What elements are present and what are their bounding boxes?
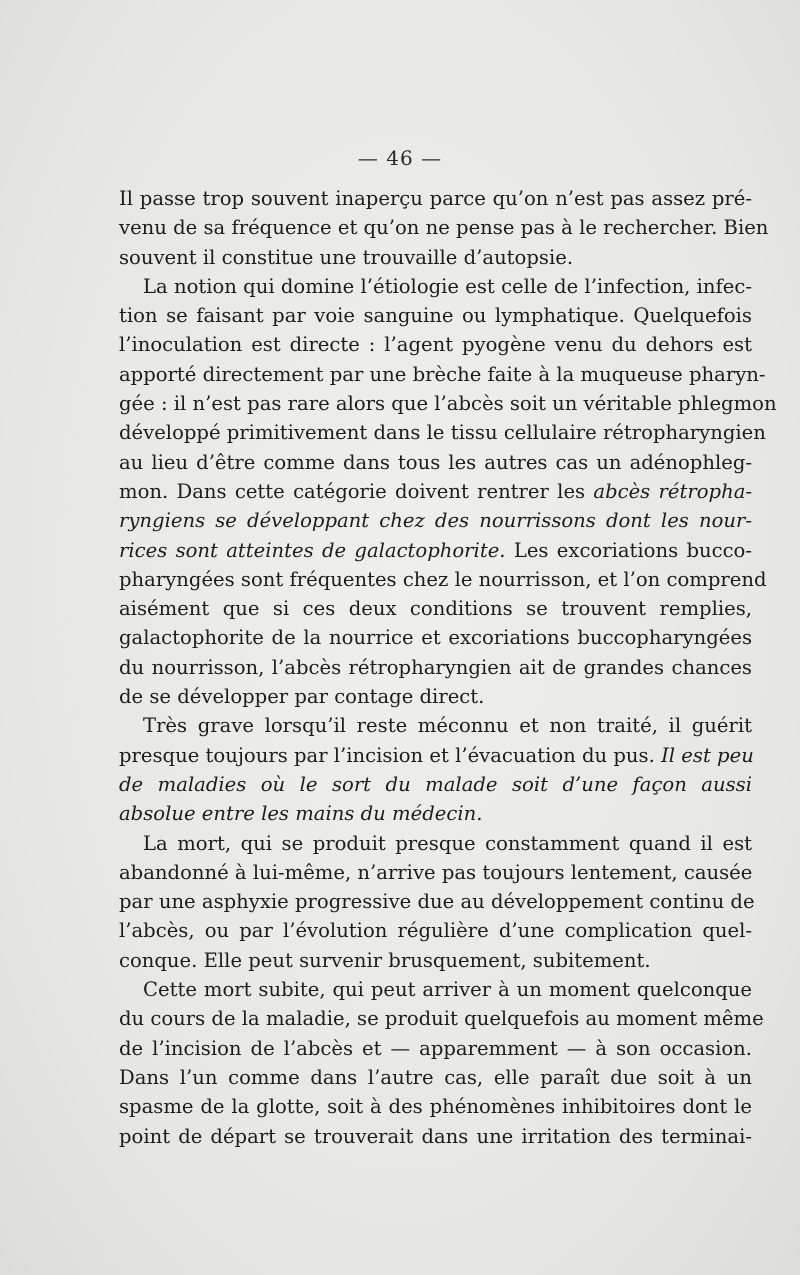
text-line: apporté directement par une brèche faite à la muqueuse pharyn-: [119, 362, 766, 386]
text-line: presque toujours par l’incision et l’évacuation du pus. Il est peu: [119, 743, 754, 767]
text-line: du cours de la maladie, se produit quelquefois au moment même: [119, 1007, 764, 1031]
text-line: du nourrisson, l’abcès rétropharyngien ait de grandes chances: [119, 655, 752, 679]
text-line: abandonné à lui-même, n’arrive pas toujours lentement, causée: [119, 860, 753, 884]
text-line: La notion qui domine l’étiologie est celle de l’infection, infec-: [143, 274, 752, 298]
text-line: de maladies où le sort du malade soit d’une façon aussi: [119, 772, 752, 796]
text-line: l’inoculation est directe : l’agent pyogène venu du dehors est: [119, 333, 752, 357]
text-line: conque. Elle peut survenir brusquement, subitement.: [119, 948, 651, 972]
text-line: pharyngées sont fréquentes chez le nourrisson, et l’on comprend: [119, 567, 767, 591]
text-line: venu de sa fréquence et qu’on ne pense pas à le rechercher. Bien: [119, 216, 769, 240]
text-line: au lieu d’être comme dans tous les autres cas un adénophleg-: [119, 450, 752, 474]
text-line: Très grave lorsqu’il reste méconnu et non traité, il guérit: [143, 714, 752, 738]
text-line: souvent il constitue une trouvaille d’autopsie.: [119, 245, 574, 269]
text-line: l’abcès, ou par l’évolution régulière d’une complication quel-: [119, 919, 752, 943]
text-line: rices sont atteintes de galactophorite. Les excoriations bucco-: [119, 538, 752, 562]
text-line: point de départ se trouverait dans une irritation des terminai-: [119, 1124, 752, 1148]
text-line: de l’incision de l’abcès et — apparemment — à son occasion.: [119, 1036, 752, 1060]
text-line: spasme de la glotte, soit à des phénomènes inhibitoires dont le: [119, 1095, 752, 1119]
text-line: Dans l’un comme dans l’autre cas, elle paraît due soit à un: [119, 1065, 752, 1089]
text-line: galactophorite de la nourrice et excoriations buccopharyngées: [119, 626, 752, 650]
text-line: mon. Dans cette catégorie doivent rentrer les abcès rétropha-: [119, 479, 752, 503]
text-line: La mort, qui se produit presque constamment quand il est: [143, 831, 752, 855]
text-line: développé primitivement dans le tissu cellulaire rétropharyngien: [119, 421, 766, 445]
text-line: aisément que si ces deux conditions se trouvent remplies,: [119, 597, 752, 621]
text-line: tion se faisant par voie sanguine ou lymphatique. Quelquefois: [119, 304, 752, 328]
text-line: ryngiens se développant chez des nourrissons dont les nour-: [119, 509, 752, 533]
text-line: Il passe trop souvent inaperçu parce qu’on n’est pas assez pré-: [119, 187, 752, 210]
text-line: de se développer par contage direct.: [119, 685, 485, 709]
text-line: par une asphyxie progressive due au développement continu de: [119, 890, 755, 914]
text-line: absolue entre les mains du médecin.: [119, 802, 483, 826]
text-line: Cette mort subite, qui peut arriver à un moment quelconque: [143, 978, 752, 1002]
page-number: — 46 —: [357, 146, 443, 170]
text-line: gée : il n’est pas rare alors que l’abcès soit un véritable phlegmon: [119, 392, 777, 416]
body-text: [119, 184, 777, 1151]
